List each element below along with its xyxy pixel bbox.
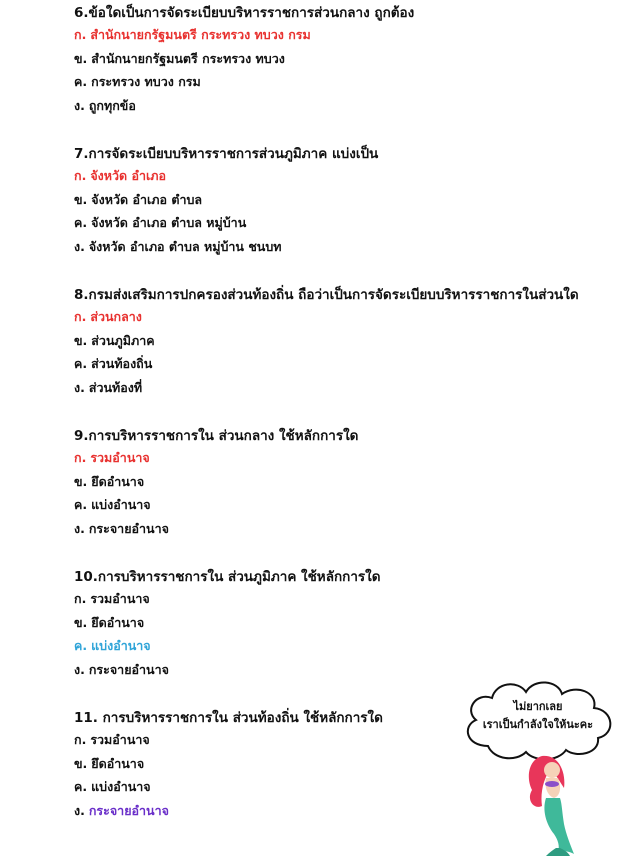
choice-c[interactable] [74, 353, 544, 377]
mermaid-body [545, 778, 560, 798]
choice-letter: ง. [74, 520, 85, 536]
choice-a[interactable] [74, 306, 544, 330]
choice-text: กระจายอำนาจ [88, 661, 169, 677]
question-text: 7.การจัดระเบียบบริหารราชการส่วนภูมิภาค แบ่งเป็น [74, 146, 379, 162]
choice-letter: ค. [74, 356, 88, 371]
question-text: 6.ข้อใดเป็นการจัดระเบียบบริหารราชการส่วนกลาง ถูกต้อง [74, 5, 415, 21]
choice-letter: ค. [74, 215, 88, 230]
choice-letter: ง. [74, 97, 85, 113]
choice-letter: ข. [74, 755, 88, 771]
choice-text: ยึดอำนาจ [91, 755, 145, 771]
choice-text: จังหวัด อำเภอ [90, 168, 167, 183]
choice-text: ส่วนภูมิภาค [91, 332, 155, 348]
choice-text: ถูกทุกข้อ [88, 97, 136, 113]
choice-text: แบ่งอำนาจ [91, 497, 151, 512]
cloud-line-1: ไม่ยากเลย [513, 700, 563, 713]
choice-letter: ก. [74, 309, 87, 324]
choice-c[interactable] [74, 494, 544, 518]
choice-letter: ก. [74, 450, 87, 465]
choice-a[interactable] [74, 447, 544, 471]
question-10 [74, 566, 544, 682]
question-9 [74, 425, 544, 541]
choice-text: รวมอำนาจ [90, 732, 150, 747]
question-text: 9.การบริหารราชการใน ส่วนกลาง ใช้หลักการใด [74, 428, 359, 444]
mermaid-face [544, 762, 560, 778]
choice-letter: ก. [74, 168, 87, 183]
choice-c[interactable] [74, 635, 544, 659]
choice-text: รวมอำนาจ [90, 450, 150, 465]
choice-b[interactable] [74, 471, 544, 495]
choice-letter: ง. [74, 379, 85, 395]
choice-text: จังหวัด อำเภอ ตำบล หมู่บ้าน [91, 215, 247, 230]
choice-text: กระจายอำนาจ [88, 802, 169, 818]
choice-text: รวมอำนาจ [90, 591, 150, 606]
choice-b[interactable] [74, 330, 544, 354]
choice-text: ส่วนท้องที่ [88, 379, 143, 395]
choice-letter: ข. [74, 473, 88, 489]
choice-text: สำนักนายกรัฐมนตรี กระทรวง ทบวง [91, 50, 285, 66]
choice-text: สำนักนายกรัฐมนตรี กระทรวง ทบวง กรม [90, 27, 311, 42]
choice-letter: ค. [74, 497, 88, 512]
choice-text: แบ่งอำนาจ [91, 779, 151, 794]
choice-d[interactable] [74, 236, 544, 260]
choice-c[interactable] [74, 776, 544, 800]
choice-letter: ก. [74, 591, 87, 606]
choice-d[interactable] [74, 800, 544, 824]
choice-c[interactable] [74, 212, 544, 236]
cloud-message [468, 698, 608, 734]
question-text: 8.กรมส่งเสริมการปกครองส่วนท้องถิ่น ถือว่าเป็นการจัดระเบียบบริหารราชการในส่วนใด [74, 287, 579, 303]
choice-text: ส่วนท้องถิ่น [91, 356, 153, 371]
choice-letter: ง. [74, 238, 85, 254]
choice-d[interactable] [74, 518, 544, 542]
choice-letter: ข. [74, 50, 88, 66]
mermaid-tail [544, 798, 574, 854]
choice-a[interactable] [74, 165, 544, 189]
choice-text: ส่วนกลาง [90, 309, 142, 324]
choice-text: ยึดอำนาจ [91, 473, 145, 489]
choice-letter: ก. [74, 27, 87, 42]
choice-letter: ข. [74, 614, 88, 630]
choice-d[interactable] [74, 377, 544, 401]
cloud-line-2: เราเป็นกำลังใจให้นะคะ [482, 718, 594, 731]
choice-letter: ข. [74, 332, 88, 348]
choice-a[interactable] [74, 24, 544, 48]
question-7 [74, 143, 544, 259]
choice-text: จังหวัด อำเภอ ตำบล หมู่บ้าน ชนบท [88, 238, 282, 254]
choice-b[interactable] [74, 189, 544, 213]
choice-b[interactable] [74, 612, 544, 636]
question-8 [74, 284, 579, 400]
question-text: 11. การบริหารราชการใน ส่วนท้องถิ่น ใช้หลักการใด [74, 710, 383, 726]
choice-letter: ค. [74, 638, 88, 653]
choice-text: แบ่งอำนาจ [91, 638, 151, 653]
choice-text: กระทรวง ทบวง กรม [91, 74, 201, 89]
mermaid-illustration [520, 748, 590, 856]
choice-c[interactable] [74, 71, 544, 95]
choice-letter: ค. [74, 74, 88, 89]
choice-text: จังหวัด อำเภอ ตำบล [91, 191, 203, 207]
choice-a[interactable] [74, 588, 544, 612]
choice-text: กระจายอำนาจ [88, 520, 169, 536]
choice-letter: ง. [74, 802, 85, 818]
question-text: 10.การบริหารราชการใน ส่วนภูมิภาค ใช้หลักการใด [74, 569, 381, 585]
mermaid-top [545, 781, 559, 787]
choice-b[interactable] [74, 48, 544, 72]
choice-letter: ข. [74, 191, 88, 207]
choice-letter: ค. [74, 779, 88, 794]
choice-d[interactable] [74, 95, 544, 119]
choice-letter: ง. [74, 661, 85, 677]
choice-letter: ก. [74, 732, 87, 747]
choice-text: ยึดอำนาจ [91, 614, 145, 630]
question-6 [74, 2, 544, 118]
